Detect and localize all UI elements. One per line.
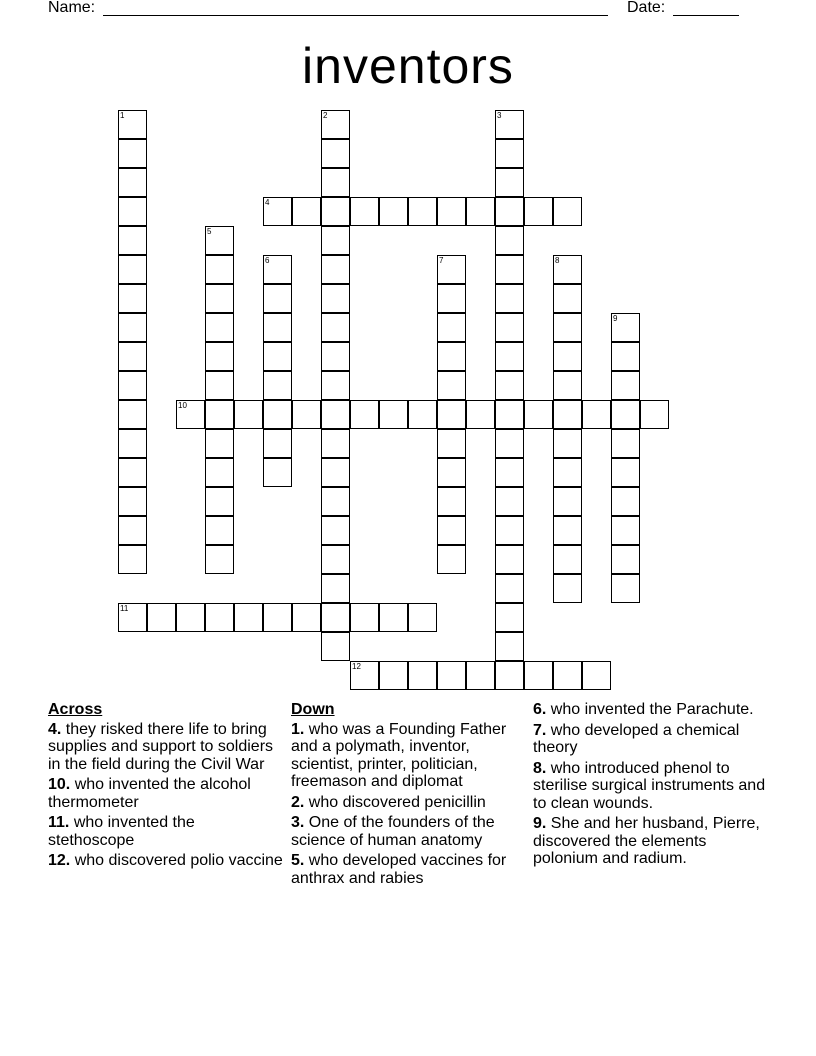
across-heading: Across bbox=[48, 701, 103, 718]
grid-cell[interactable] bbox=[611, 342, 640, 371]
clue-number: 11 bbox=[120, 604, 129, 613]
grid-cell[interactable] bbox=[495, 487, 524, 516]
grid-cell[interactable] bbox=[495, 139, 524, 168]
clue-item: 5. who developed vaccines for anthrax and rabies bbox=[291, 852, 507, 887]
down-clues-continued bbox=[533, 701, 769, 871]
clue-number: 6 bbox=[265, 256, 270, 265]
clue-number: 8 bbox=[555, 256, 560, 265]
grid-cell[interactable] bbox=[321, 574, 350, 603]
grid-cell[interactable] bbox=[205, 487, 234, 516]
grid-cell[interactable] bbox=[553, 255, 582, 284]
grid-cell[interactable] bbox=[176, 400, 205, 429]
grid-cell[interactable] bbox=[553, 197, 582, 226]
grid-cell[interactable] bbox=[292, 400, 321, 429]
grid-cell[interactable] bbox=[118, 255, 147, 284]
clue-item: 6. who invented the Parachute. bbox=[533, 701, 754, 718]
grid-cell[interactable] bbox=[495, 313, 524, 342]
grid-cell[interactable] bbox=[495, 110, 524, 139]
grid-cell[interactable] bbox=[118, 197, 147, 226]
grid-cell[interactable] bbox=[553, 342, 582, 371]
grid-cell[interactable] bbox=[263, 603, 292, 632]
grid-cell[interactable] bbox=[350, 661, 379, 690]
grid-cell[interactable] bbox=[321, 284, 350, 313]
grid-cell[interactable] bbox=[321, 139, 350, 168]
grid-cell[interactable] bbox=[205, 371, 234, 400]
grid-cell[interactable] bbox=[495, 226, 524, 255]
grid-cell[interactable] bbox=[379, 603, 408, 632]
grid-cell[interactable] bbox=[176, 603, 205, 632]
grid-cell[interactable] bbox=[321, 458, 350, 487]
grid-cell[interactable] bbox=[205, 255, 234, 284]
grid-cell[interactable] bbox=[321, 545, 350, 574]
grid-cell[interactable] bbox=[234, 400, 263, 429]
grid-cell[interactable] bbox=[292, 603, 321, 632]
grid-cell[interactable] bbox=[611, 400, 640, 429]
grid-cell[interactable] bbox=[379, 197, 408, 226]
grid-cell[interactable] bbox=[408, 197, 437, 226]
grid-cell[interactable] bbox=[553, 574, 582, 603]
clue-item: 8. who introduced phenol to sterilise surgical instruments and to clean wounds. bbox=[533, 759, 766, 812]
grid-cell[interactable] bbox=[321, 197, 350, 226]
grid-cell[interactable] bbox=[118, 139, 147, 168]
grid-cell[interactable] bbox=[437, 313, 466, 342]
grid-cell[interactable] bbox=[437, 371, 466, 400]
clue-number: 10 bbox=[178, 401, 187, 410]
grid-cell[interactable] bbox=[495, 574, 524, 603]
grid-cell[interactable] bbox=[321, 400, 350, 429]
clue-item: 7. who developed a chemical theory bbox=[533, 721, 740, 756]
grid-cell[interactable] bbox=[263, 429, 292, 458]
clue-number: 7 bbox=[439, 256, 444, 265]
grid-cell[interactable] bbox=[495, 429, 524, 458]
grid-cell[interactable] bbox=[495, 545, 524, 574]
grid-cell[interactable] bbox=[118, 371, 147, 400]
grid-cell[interactable] bbox=[118, 110, 147, 139]
grid-cell[interactable] bbox=[205, 284, 234, 313]
grid-cell[interactable] bbox=[408, 400, 437, 429]
grid-cell[interactable] bbox=[350, 400, 379, 429]
grid-cell[interactable] bbox=[611, 545, 640, 574]
grid-cell[interactable] bbox=[205, 342, 234, 371]
clue-item: 10. who invented the alcohol thermometer bbox=[48, 776, 251, 811]
grid-cell[interactable] bbox=[582, 661, 611, 690]
grid-cell[interactable] bbox=[321, 603, 350, 632]
grid-cell[interactable] bbox=[553, 313, 582, 342]
grid-cell[interactable] bbox=[437, 284, 466, 313]
grid-cell[interactable] bbox=[263, 400, 292, 429]
grid-cell[interactable] bbox=[321, 226, 350, 255]
grid-cell[interactable] bbox=[495, 632, 524, 661]
clue-item: 3. One of the founders of the science of human anatomy bbox=[291, 814, 495, 849]
clue-item: 1. who was a Founding Father and a polymath, inventor, scientist, printer, politician, freemason and diplomat bbox=[291, 720, 507, 790]
grid-cell[interactable] bbox=[321, 487, 350, 516]
grid-cell[interactable] bbox=[118, 313, 147, 342]
grid-cell[interactable] bbox=[582, 400, 611, 429]
grid-cell[interactable] bbox=[495, 458, 524, 487]
grid-cell[interactable] bbox=[118, 168, 147, 197]
grid-cell[interactable] bbox=[292, 197, 321, 226]
grid-cell[interactable] bbox=[611, 371, 640, 400]
grid-cell[interactable] bbox=[263, 313, 292, 342]
clue-item: 11. who invented the stethoscope bbox=[48, 814, 195, 849]
puzzle-title: inventors bbox=[302, 38, 514, 94]
grid-cell[interactable] bbox=[263, 458, 292, 487]
clue-item: 2. who discovered penicillin bbox=[291, 793, 486, 811]
grid-cell[interactable] bbox=[437, 661, 466, 690]
grid-cell[interactable] bbox=[553, 371, 582, 400]
grid-cell[interactable] bbox=[205, 313, 234, 342]
clue-item: 12. who discovered polio vaccine bbox=[48, 852, 283, 869]
grid-cell[interactable] bbox=[437, 516, 466, 545]
grid-cell[interactable] bbox=[118, 342, 147, 371]
grid-cell[interactable] bbox=[379, 400, 408, 429]
grid-cell[interactable] bbox=[495, 603, 524, 632]
grid-cell[interactable] bbox=[553, 487, 582, 516]
grid-cell[interactable] bbox=[118, 284, 147, 313]
grid-cell[interactable] bbox=[350, 197, 379, 226]
grid-cell[interactable] bbox=[495, 516, 524, 545]
grid-cell[interactable] bbox=[495, 284, 524, 313]
down-heading: Down bbox=[291, 701, 335, 718]
grid-cell[interactable] bbox=[524, 197, 553, 226]
grid-cell[interactable] bbox=[350, 603, 379, 632]
grid-cell[interactable] bbox=[437, 197, 466, 226]
grid-cell[interactable] bbox=[263, 255, 292, 284]
grid-cell[interactable] bbox=[408, 661, 437, 690]
grid-cell[interactable] bbox=[495, 342, 524, 371]
grid-cell[interactable] bbox=[147, 603, 176, 632]
grid-cell[interactable] bbox=[495, 661, 524, 690]
grid-cell[interactable] bbox=[553, 284, 582, 313]
grid-cell[interactable] bbox=[379, 661, 408, 690]
clue-number: 5 bbox=[207, 227, 212, 236]
grid-cell[interactable] bbox=[118, 226, 147, 255]
grid-cell[interactable] bbox=[611, 313, 640, 342]
grid-cell[interactable] bbox=[553, 429, 582, 458]
clue-number: 12 bbox=[352, 662, 361, 671]
grid-cell[interactable] bbox=[437, 458, 466, 487]
grid-cell[interactable] bbox=[118, 545, 147, 574]
grid-cell[interactable] bbox=[553, 545, 582, 574]
grid-cell[interactable] bbox=[321, 516, 350, 545]
grid-cell[interactable] bbox=[495, 371, 524, 400]
grid-cell[interactable] bbox=[321, 313, 350, 342]
grid-cell[interactable] bbox=[118, 516, 147, 545]
grid-cell[interactable] bbox=[118, 458, 147, 487]
grid-cell[interactable] bbox=[118, 400, 147, 429]
date-label: Date: bbox=[627, 0, 666, 16]
grid-cell[interactable] bbox=[437, 255, 466, 284]
grid-cell[interactable] bbox=[466, 661, 495, 690]
clue-number: 3 bbox=[497, 111, 502, 120]
name-label: Name: bbox=[48, 0, 96, 16]
grid-cell[interactable] bbox=[437, 487, 466, 516]
grid-cell[interactable] bbox=[495, 255, 524, 284]
grid-cell[interactable] bbox=[234, 603, 263, 632]
grid-cell[interactable] bbox=[553, 516, 582, 545]
grid-cell[interactable] bbox=[263, 197, 292, 226]
grid-cell[interactable] bbox=[611, 516, 640, 545]
grid-cell[interactable] bbox=[553, 661, 582, 690]
grid-cell[interactable] bbox=[611, 574, 640, 603]
grid-cell[interactable] bbox=[321, 168, 350, 197]
grid-cell[interactable] bbox=[466, 197, 495, 226]
grid-cell[interactable] bbox=[321, 632, 350, 661]
grid-cell[interactable] bbox=[118, 603, 147, 632]
grid-cell[interactable] bbox=[118, 487, 147, 516]
grid-cell[interactable] bbox=[611, 458, 640, 487]
grid-cell[interactable] bbox=[495, 400, 524, 429]
grid-cell[interactable] bbox=[263, 342, 292, 371]
grid-cell[interactable] bbox=[205, 429, 234, 458]
grid-cell[interactable] bbox=[205, 400, 234, 429]
grid-cell[interactable] bbox=[437, 429, 466, 458]
grid-cell[interactable] bbox=[524, 400, 553, 429]
grid-cell[interactable] bbox=[437, 342, 466, 371]
clue-number: 2 bbox=[323, 111, 328, 120]
grid-cell[interactable] bbox=[205, 545, 234, 574]
grid-cell[interactable] bbox=[466, 400, 495, 429]
down-clues bbox=[291, 701, 527, 890]
grid-cell[interactable] bbox=[263, 284, 292, 313]
clue-number: 4 bbox=[265, 198, 270, 207]
across-clues bbox=[48, 701, 284, 873]
grid-cell[interactable] bbox=[611, 487, 640, 516]
grid-cell[interactable] bbox=[321, 110, 350, 139]
grid-cell[interactable] bbox=[321, 371, 350, 400]
grid-cell[interactable] bbox=[205, 603, 234, 632]
grid-cell[interactable] bbox=[205, 516, 234, 545]
grid-cell[interactable] bbox=[321, 429, 350, 458]
grid-cell[interactable] bbox=[553, 400, 582, 429]
grid-cell[interactable] bbox=[118, 429, 147, 458]
grid-cell[interactable] bbox=[495, 168, 524, 197]
grid-cell[interactable] bbox=[205, 226, 234, 255]
grid-cell[interactable] bbox=[321, 255, 350, 284]
grid-cell[interactable] bbox=[495, 197, 524, 226]
clue-number: 9 bbox=[613, 314, 618, 323]
grid-cell[interactable] bbox=[437, 545, 466, 574]
grid-cell[interactable] bbox=[553, 458, 582, 487]
clue-number: 1 bbox=[120, 111, 125, 120]
grid-cell[interactable] bbox=[321, 342, 350, 371]
grid-cell[interactable] bbox=[263, 371, 292, 400]
clue-item: 9. She and her husband, Pierre, discovered the elements polonium and radium. bbox=[533, 815, 760, 867]
grid-cell[interactable] bbox=[205, 458, 234, 487]
grid-cell[interactable] bbox=[640, 400, 669, 429]
grid-cell[interactable] bbox=[611, 429, 640, 458]
grid-cell[interactable] bbox=[524, 661, 553, 690]
grid-cell[interactable] bbox=[437, 400, 466, 429]
clue-item: 4. they risked there life to bring supplies and support to soldiers in the field during the Civil War bbox=[48, 720, 274, 773]
grid-cell[interactable] bbox=[408, 603, 437, 632]
